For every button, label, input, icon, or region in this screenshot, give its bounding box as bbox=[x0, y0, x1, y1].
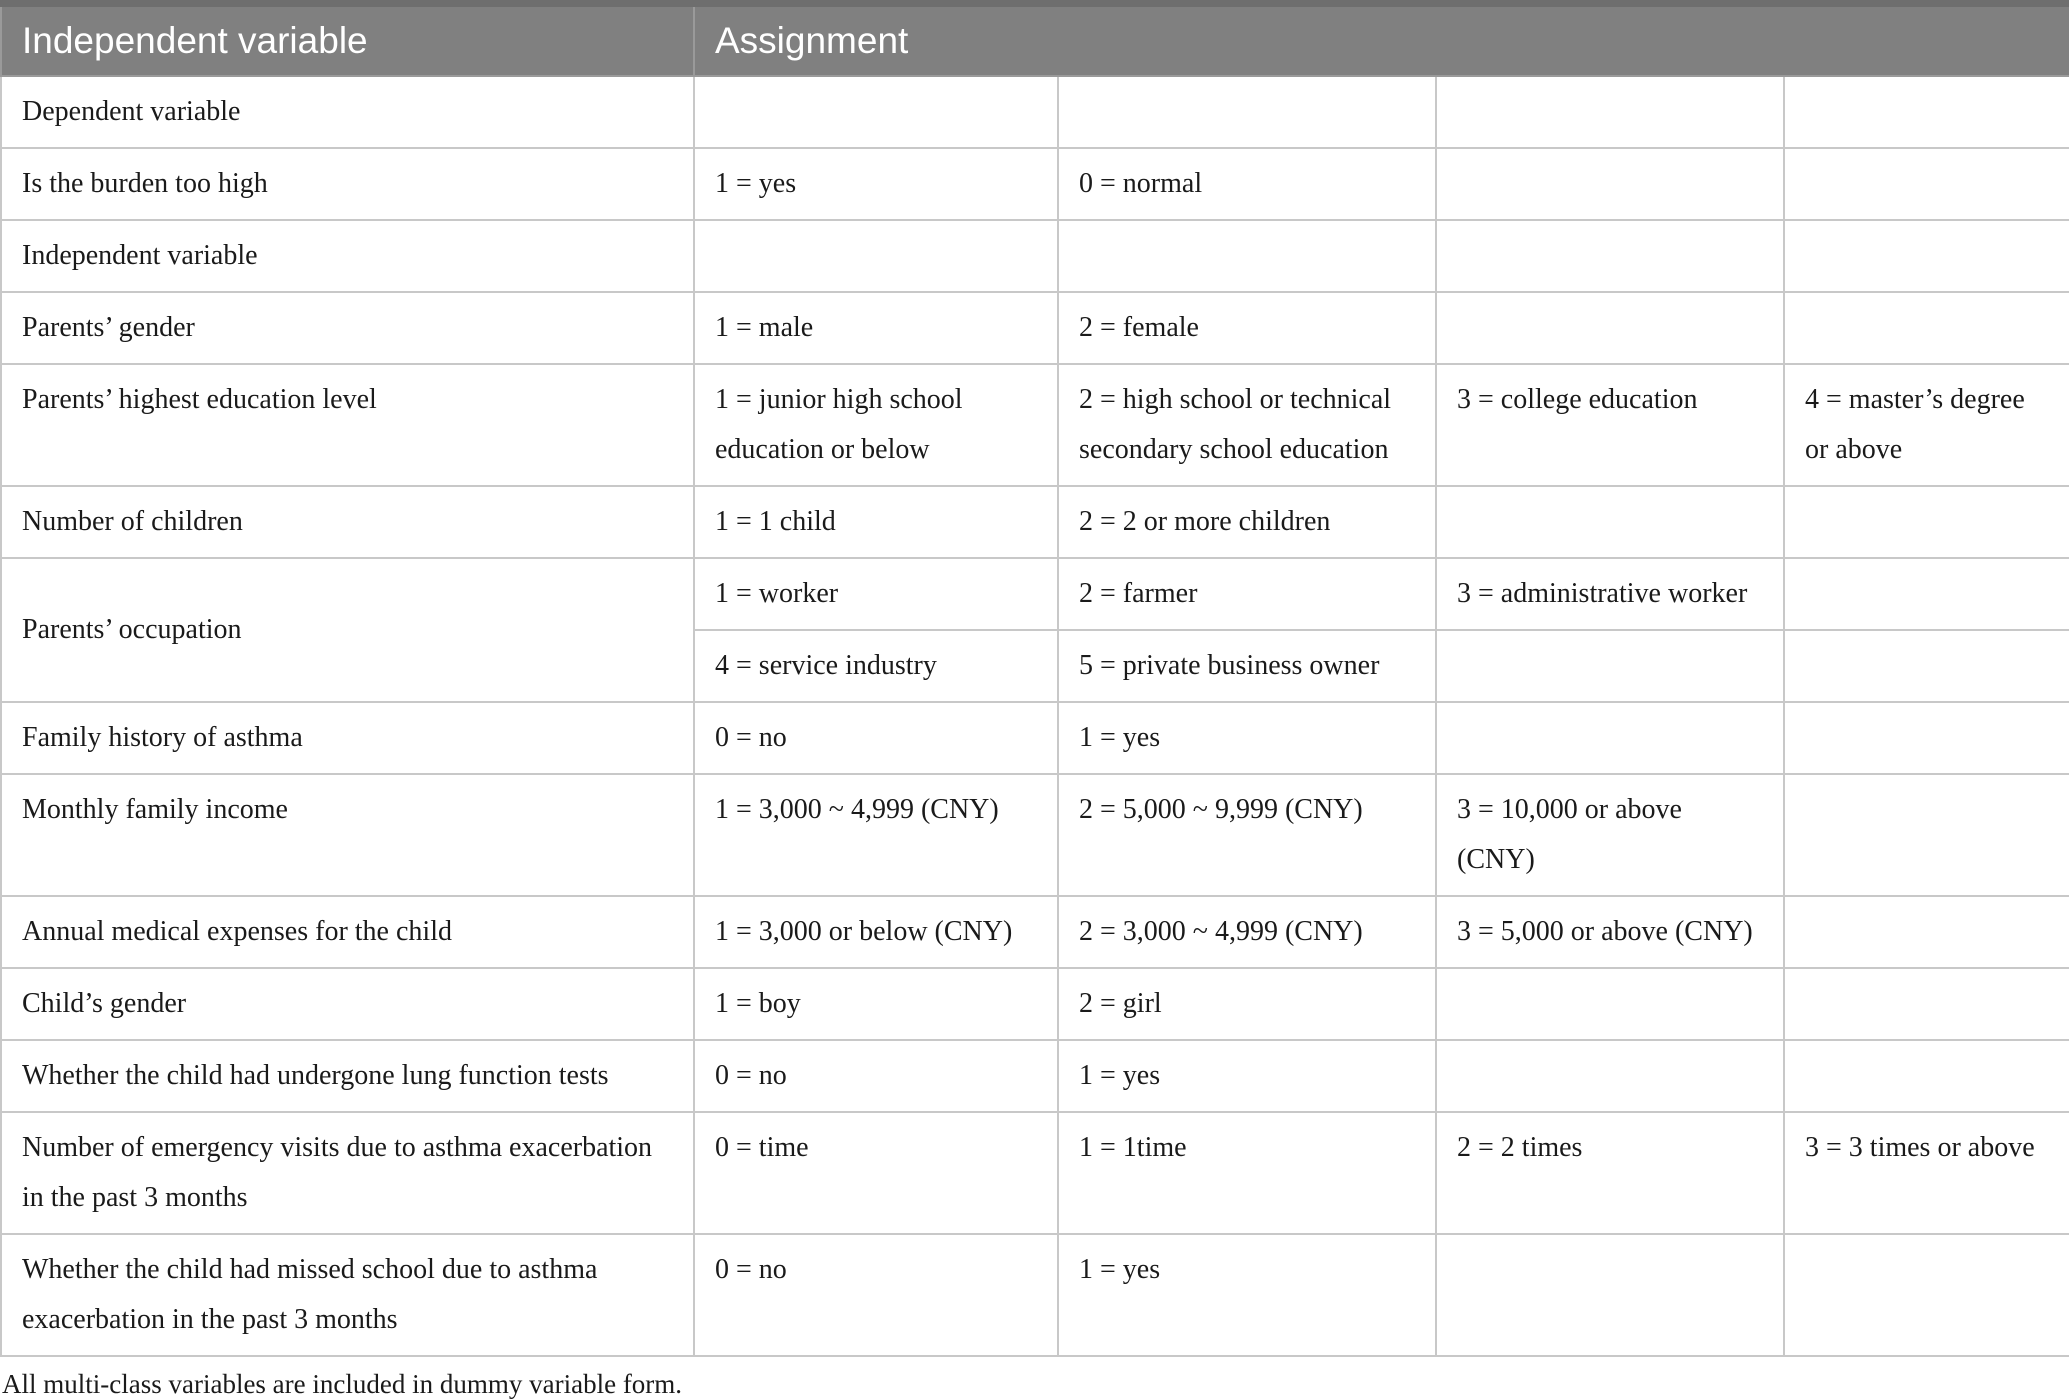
table-row bbox=[1, 774, 2069, 896]
row-label: Parents’ occupation bbox=[1, 558, 694, 702]
row-label: Family history of asthma bbox=[1, 702, 694, 774]
table-footnote: All multi-class variables are included in dummy variable form. bbox=[2, 1369, 683, 1399]
cell: 2 = high school or technical secondary school education bbox=[1058, 364, 1436, 486]
cell bbox=[694, 220, 1058, 292]
cell: 3 = 3 times or above bbox=[1784, 1112, 2069, 1234]
header-row bbox=[1, 4, 2069, 77]
table-row bbox=[1, 292, 2069, 364]
cell bbox=[1784, 774, 2069, 896]
cell bbox=[1436, 1040, 1784, 1112]
cell: 5 = private business owner bbox=[1058, 630, 1436, 702]
row-label: Dependent variable bbox=[1, 76, 694, 148]
row-label: Parents’ gender bbox=[1, 292, 694, 364]
cell: 1 = 1time bbox=[1058, 1112, 1436, 1234]
cell bbox=[694, 76, 1058, 148]
row-label: Whether the child had undergone lung function tests bbox=[1, 1040, 694, 1112]
cell: 1 = 1 child bbox=[694, 486, 1058, 558]
cell: 1 = 3,000 or below (CNY) bbox=[694, 896, 1058, 968]
cell: 3 = 10,000 or above (CNY) bbox=[1436, 774, 1784, 896]
table-row bbox=[1, 1112, 2069, 1234]
table-row bbox=[1, 148, 2069, 220]
cell bbox=[1058, 220, 1436, 292]
row-label: Independent variable bbox=[1, 220, 694, 292]
cell bbox=[1784, 76, 2069, 148]
cell bbox=[1784, 968, 2069, 1040]
row-label: Whether the child had missed school due to asthma exacerbation in the past 3 months bbox=[1, 1234, 694, 1356]
row-label: Is the burden too high bbox=[1, 148, 694, 220]
row-label: Number of emergency visits due to asthma exacerbation in the past 3 months bbox=[1, 1112, 694, 1234]
cell: 1 = yes bbox=[1058, 702, 1436, 774]
cell: 3 = college education bbox=[1436, 364, 1784, 486]
cell: 0 = normal bbox=[1058, 148, 1436, 220]
cell: 2 = 2 or more children bbox=[1058, 486, 1436, 558]
cell bbox=[1784, 220, 2069, 292]
table-row bbox=[1, 1234, 2069, 1356]
cell bbox=[1436, 486, 1784, 558]
table-row bbox=[1, 486, 2069, 558]
row-label: Parents’ highest education level bbox=[1, 364, 694, 486]
cell bbox=[1784, 1234, 2069, 1356]
cell: 4 = service industry bbox=[694, 630, 1058, 702]
cell: 2 = 5,000 ~ 9,999 (CNY) bbox=[1058, 774, 1436, 896]
header-assignment: Assignment bbox=[694, 4, 2069, 77]
cell bbox=[1058, 76, 1436, 148]
cell: 0 = no bbox=[694, 1040, 1058, 1112]
cell bbox=[1436, 76, 1784, 148]
cell: 2 = female bbox=[1058, 292, 1436, 364]
row-label: Child’s gender bbox=[1, 968, 694, 1040]
cell bbox=[1784, 1040, 2069, 1112]
header-independent-variable: Independent variable bbox=[1, 4, 694, 77]
table-row bbox=[1, 968, 2069, 1040]
cell: 1 = worker bbox=[694, 558, 1058, 630]
cell: 2 = 2 times bbox=[1436, 1112, 1784, 1234]
table-row bbox=[1, 1040, 2069, 1112]
cell: 3 = administrative worker bbox=[1436, 558, 1784, 630]
cell bbox=[1784, 702, 2069, 774]
cell: 2 = girl bbox=[1058, 968, 1436, 1040]
table-row bbox=[1, 76, 2069, 148]
cell bbox=[1436, 292, 1784, 364]
cell bbox=[1436, 148, 1784, 220]
cell bbox=[1436, 968, 1784, 1040]
cell bbox=[1784, 558, 2069, 630]
cell: 1 = male bbox=[694, 292, 1058, 364]
cell bbox=[1784, 486, 2069, 558]
table-row bbox=[1, 220, 2069, 292]
cell: 0 = no bbox=[694, 1234, 1058, 1356]
table-row bbox=[1, 896, 2069, 968]
cell bbox=[1784, 292, 2069, 364]
cell: 1 = yes bbox=[1058, 1040, 1436, 1112]
table-row bbox=[1, 558, 2069, 630]
cell: 1 = 3,000 ~ 4,999 (CNY) bbox=[694, 774, 1058, 896]
cell bbox=[1436, 630, 1784, 702]
cell: 1 = junior high school education or below bbox=[694, 364, 1058, 486]
row-label: Number of children bbox=[1, 486, 694, 558]
cell: 0 = no bbox=[694, 702, 1058, 774]
cell: 4 = master’s degree or above bbox=[1784, 364, 2069, 486]
cell bbox=[1436, 1234, 1784, 1356]
row-label: Monthly family income bbox=[1, 774, 694, 896]
cell: 2 = 3,000 ~ 4,999 (CNY) bbox=[1058, 896, 1436, 968]
cell bbox=[1784, 896, 2069, 968]
cell bbox=[1784, 148, 2069, 220]
cell: 1 = boy bbox=[694, 968, 1058, 1040]
cell bbox=[1436, 220, 1784, 292]
cell: 2 = farmer bbox=[1058, 558, 1436, 630]
cell bbox=[1436, 702, 1784, 774]
cell: 0 = time bbox=[694, 1112, 1058, 1234]
table-row bbox=[1, 364, 2069, 486]
row-label: Annual medical expenses for the child bbox=[1, 896, 694, 968]
cell bbox=[1784, 630, 2069, 702]
cell: 3 = 5,000 or above (CNY) bbox=[1436, 896, 1784, 968]
table-row bbox=[1, 702, 2069, 774]
cell: 1 = yes bbox=[1058, 1234, 1436, 1356]
cell: 1 = yes bbox=[694, 148, 1058, 220]
